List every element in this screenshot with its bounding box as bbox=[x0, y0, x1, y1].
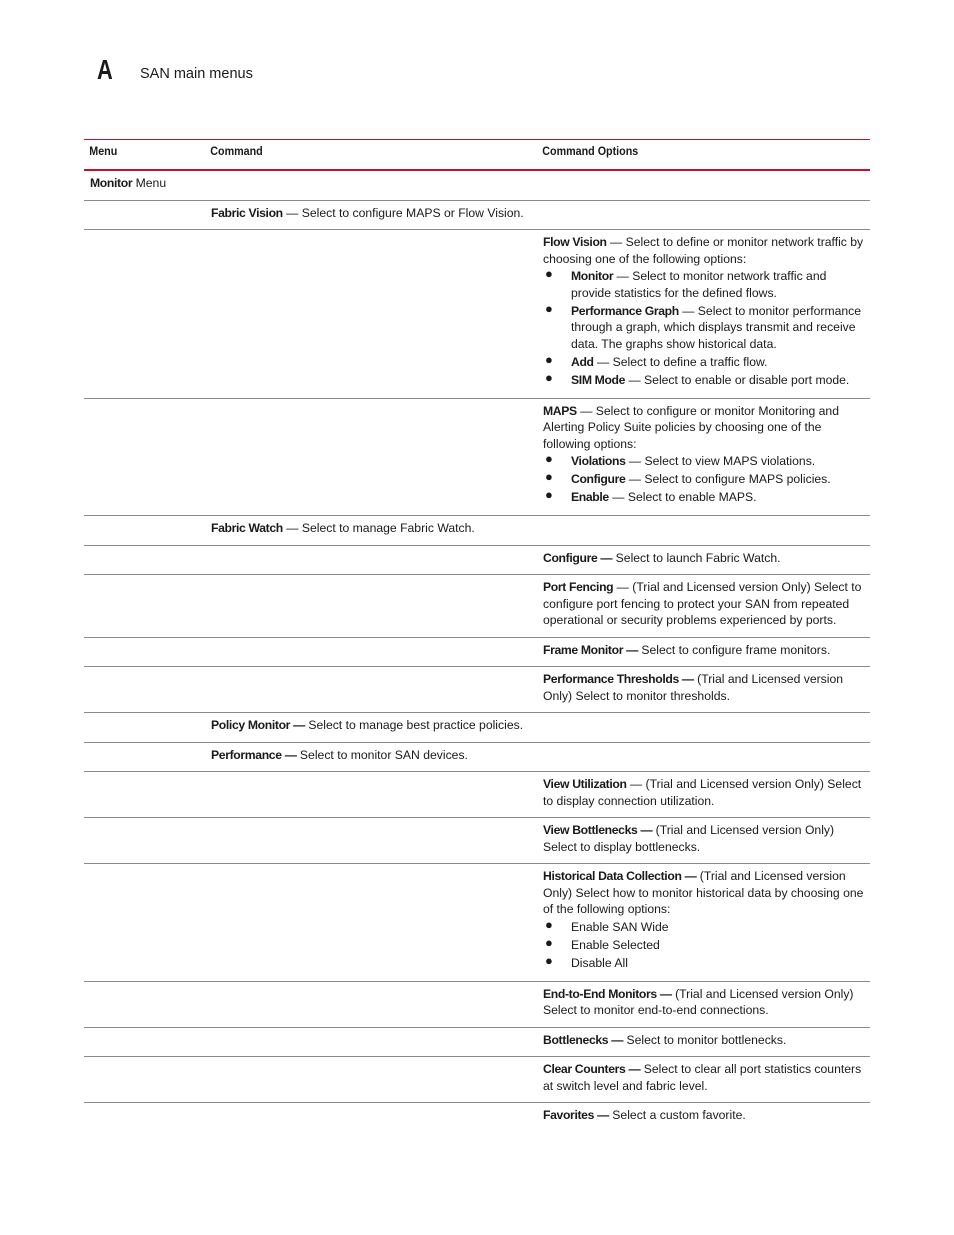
option-name: Clear Counters — bbox=[543, 1062, 641, 1076]
table-row bbox=[84, 230, 870, 399]
sub-option-description: — Select to configure MAPS policies. bbox=[625, 472, 831, 486]
menu-text: Menu bbox=[132, 176, 167, 190]
command-options-cell bbox=[537, 818, 870, 863]
command-options-cell bbox=[537, 1057, 870, 1102]
option-description: — (Trial and Licensed version Only) Select to configure port fencing to protect your SAN from repeated operational or security problems experienced by ports. bbox=[543, 580, 862, 627]
list-item bbox=[543, 369, 864, 389]
command-options-cell bbox=[537, 399, 870, 516]
option-list bbox=[543, 453, 864, 506]
list-item bbox=[543, 453, 864, 470]
option-paragraph bbox=[543, 671, 864, 704]
command-cell bbox=[205, 1028, 537, 1057]
option-paragraph bbox=[543, 234, 864, 267]
option-paragraph bbox=[543, 986, 864, 1019]
menu-cell bbox=[84, 1103, 205, 1132]
sub-option-description: Enable SAN Wide bbox=[571, 919, 669, 934]
menu-cell bbox=[84, 982, 205, 1027]
table-body bbox=[84, 171, 870, 1132]
sub-option-description: Enable Selected bbox=[571, 937, 660, 952]
sub-option-description: — Select to enable MAPS. bbox=[608, 490, 757, 504]
sub-option-description: — Select to monitor performance through a graph, which displays transmit and receive data. The graphs show historical data. bbox=[571, 303, 862, 351]
command-options-cell bbox=[537, 575, 870, 637]
sub-option-name: Monitor bbox=[571, 269, 614, 283]
command-name: Performance — bbox=[211, 747, 297, 762]
table-row bbox=[84, 399, 870, 517]
menu-cell bbox=[84, 1057, 205, 1102]
option-paragraph bbox=[543, 1032, 864, 1049]
list-item bbox=[543, 471, 864, 488]
command-name: Policy Monitor — bbox=[211, 718, 305, 732]
sub-option-description: — Select to monitor network traffic and provide statistics for the defined flows. bbox=[571, 269, 827, 300]
option-paragraph bbox=[543, 1061, 864, 1094]
command-description: — Select to configure MAPS or Flow Vision. bbox=[282, 205, 524, 220]
table-row bbox=[84, 546, 870, 576]
list-item bbox=[543, 268, 864, 301]
option-paragraph bbox=[543, 868, 864, 918]
table-row bbox=[84, 575, 870, 638]
option-description: Select a custom favorite. bbox=[608, 1108, 746, 1122]
table-row bbox=[84, 818, 870, 864]
option-name: Frame Monitor — bbox=[543, 642, 638, 657]
command-options-cell bbox=[537, 171, 870, 200]
bullet-icon: ● bbox=[545, 916, 553, 932]
command-options-cell bbox=[537, 982, 870, 1027]
sub-option-name: Add bbox=[571, 354, 594, 369]
menu-cell bbox=[84, 575, 205, 637]
table-row bbox=[84, 743, 870, 773]
table-row bbox=[84, 1057, 870, 1103]
option-name: Configure — bbox=[543, 550, 613, 565]
option-name: End-to-End Monitors — bbox=[543, 986, 672, 1001]
command-cell bbox=[205, 546, 537, 575]
command-options-cell bbox=[537, 516, 870, 545]
option-paragraph bbox=[543, 776, 864, 809]
command-cell bbox=[205, 171, 537, 200]
menu-cell bbox=[84, 546, 205, 575]
option-name: MAPS bbox=[543, 403, 577, 418]
command-cell bbox=[205, 818, 537, 863]
option-name: Performance Thresholds — bbox=[543, 672, 694, 686]
list-item bbox=[543, 934, 864, 954]
command-options-cell bbox=[537, 713, 870, 742]
command-options-cell bbox=[537, 230, 870, 398]
option-description: (Trial and Licensed version Only) Select to monitor end-to-end connections. bbox=[543, 986, 854, 1017]
table-row bbox=[84, 516, 870, 546]
sub-option-name: Configure bbox=[571, 472, 626, 486]
option-paragraph bbox=[543, 403, 864, 453]
option-paragraph bbox=[543, 550, 864, 567]
option-paragraph bbox=[543, 642, 864, 659]
command-options-cell bbox=[537, 772, 870, 817]
option-name: Historical Data Collection — bbox=[543, 869, 697, 883]
option-name: Favorites — bbox=[543, 1108, 609, 1122]
option-description: (Trial and Licensed version Only) Select to monitor thresholds. bbox=[543, 672, 844, 703]
column-header-command-options: Command Options bbox=[542, 144, 639, 158]
option-description: — Select to define or monitor network traffic by choosing one of the following options: bbox=[543, 235, 864, 266]
option-list bbox=[543, 916, 864, 972]
bullet-icon: ● bbox=[545, 487, 553, 502]
command-cell bbox=[205, 638, 537, 667]
option-paragraph bbox=[543, 1107, 864, 1124]
sub-option-description: — Select to enable or disable port mode. bbox=[625, 372, 850, 387]
table-row bbox=[84, 171, 870, 201]
option-description: (Trial and Licensed version Only) Select how to monitor historical data by choosing one of the following options: bbox=[543, 869, 864, 916]
table-row bbox=[84, 201, 870, 231]
bullet-icon: ● bbox=[545, 934, 553, 950]
bullet-icon: ● bbox=[545, 351, 553, 367]
list-item bbox=[543, 489, 864, 506]
option-description: Select to clear all port statistics counters at switch level and fabric level. bbox=[543, 1062, 862, 1093]
command-description: Select to manage best practice policies. bbox=[304, 718, 524, 732]
menu-cell bbox=[84, 667, 205, 712]
bullet-icon: ● bbox=[545, 300, 553, 316]
table-header bbox=[84, 139, 870, 171]
command-options-cell bbox=[537, 201, 870, 230]
bullet-icon: ● bbox=[545, 469, 553, 484]
command-name: Fabric Vision bbox=[211, 205, 283, 220]
option-description: — Select to configure or monitor Monitoring and Alerting Policy Suite policies by choosing one of the following options: bbox=[543, 403, 839, 451]
option-description: Select to configure frame monitors. bbox=[637, 642, 831, 657]
list-item bbox=[543, 916, 864, 936]
column-header-command: Command bbox=[210, 144, 263, 158]
menu-cell bbox=[84, 638, 205, 667]
sub-option-name: Violations bbox=[571, 454, 626, 468]
option-description: (Trial and Licensed version Only) Select to display bottlenecks. bbox=[543, 823, 835, 854]
command-cell bbox=[205, 1057, 537, 1102]
table-row bbox=[84, 638, 870, 668]
menu-cell bbox=[84, 516, 205, 545]
command-options-cell bbox=[537, 667, 870, 712]
bullet-icon: ● bbox=[545, 952, 553, 968]
menu-cell bbox=[84, 230, 205, 398]
sub-option-description: — Select to define a traffic flow. bbox=[593, 354, 768, 369]
menu-cell bbox=[84, 201, 205, 230]
menu-cell bbox=[84, 818, 205, 863]
table-row bbox=[84, 667, 870, 713]
list-item bbox=[543, 300, 864, 353]
table-row bbox=[84, 1103, 870, 1132]
command-cell bbox=[205, 230, 537, 398]
option-paragraph bbox=[543, 822, 864, 855]
table-row bbox=[84, 713, 870, 743]
command-cell bbox=[205, 516, 537, 545]
bullet-icon: ● bbox=[545, 369, 553, 385]
command-cell bbox=[205, 399, 537, 516]
bullet-icon: ● bbox=[545, 266, 553, 281]
column-header-menu: Menu bbox=[89, 144, 118, 158]
sub-option-name: SIM Mode bbox=[571, 372, 626, 387]
menu-cell bbox=[84, 772, 205, 817]
menu-name: Monitor bbox=[90, 176, 133, 190]
option-description: Select to launch Fabric Watch. bbox=[612, 550, 781, 565]
command-cell bbox=[205, 743, 537, 772]
menu-table bbox=[84, 139, 870, 1132]
table-row bbox=[84, 982, 870, 1028]
command-cell bbox=[205, 1103, 537, 1132]
menu-cell bbox=[84, 743, 205, 772]
command-cell bbox=[205, 667, 537, 712]
command-name: Fabric Watch bbox=[211, 521, 283, 535]
command-options-cell bbox=[537, 1028, 870, 1057]
sub-option-description: Disable All bbox=[571, 955, 628, 970]
table-row bbox=[84, 1028, 870, 1058]
menu-cell bbox=[84, 399, 205, 516]
option-name: View Bottlenecks — bbox=[543, 823, 653, 837]
sub-option-name: Performance Graph bbox=[571, 303, 679, 318]
command-options-cell bbox=[537, 743, 870, 772]
command-cell bbox=[205, 713, 537, 742]
menu-cell bbox=[84, 1028, 205, 1057]
command-cell bbox=[205, 982, 537, 1027]
option-name: Bottlenecks — bbox=[543, 1032, 624, 1047]
sub-option-description: — Select to view MAPS violations. bbox=[625, 454, 816, 468]
list-item bbox=[543, 351, 864, 371]
sub-option-name: Enable bbox=[571, 490, 609, 504]
option-name: Port Fencing bbox=[543, 580, 614, 594]
table-row bbox=[84, 864, 870, 982]
command-cell bbox=[205, 575, 537, 637]
command-options-cell bbox=[537, 864, 870, 981]
command-description: — Select to manage Fabric Watch. bbox=[282, 521, 475, 535]
list-item bbox=[543, 952, 864, 972]
command-cell bbox=[205, 772, 537, 817]
option-list bbox=[543, 268, 864, 388]
command-cell bbox=[205, 864, 537, 981]
section-letter: A bbox=[97, 54, 113, 85]
option-paragraph bbox=[543, 579, 864, 629]
option-description: — (Trial and Licensed version Only) Select to display connection utilization. bbox=[543, 777, 862, 808]
menu-cell bbox=[84, 713, 205, 742]
command-cell bbox=[205, 201, 537, 230]
command-options-cell bbox=[537, 1103, 870, 1132]
page-title: SAN main menus bbox=[140, 66, 253, 82]
menu-cell bbox=[84, 864, 205, 981]
command-description: Select to monitor SAN devices. bbox=[296, 747, 468, 762]
table-row bbox=[84, 772, 870, 818]
command-options-cell bbox=[537, 638, 870, 667]
option-name: Flow Vision bbox=[543, 235, 607, 249]
option-name: View Utilization bbox=[543, 777, 627, 791]
menu-cell bbox=[84, 171, 205, 200]
bullet-icon: ● bbox=[545, 451, 553, 466]
option-description: Select to monitor bottlenecks. bbox=[623, 1032, 787, 1047]
command-options-cell bbox=[537, 546, 870, 575]
